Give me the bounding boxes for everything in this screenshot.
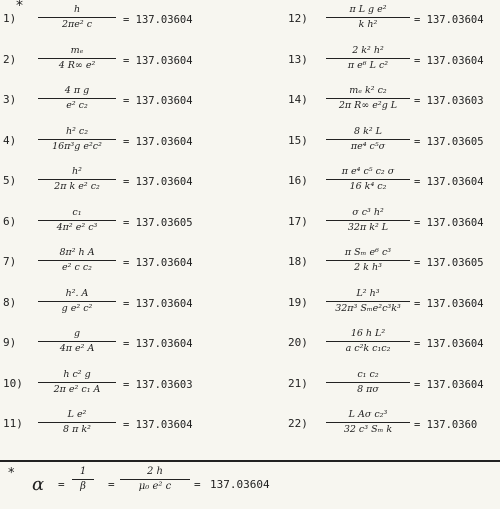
formula-number: 18) [288,255,308,268]
formula-number: 4) [3,133,17,147]
formula-number: 9) [3,336,17,349]
formula-fraction [34,4,120,31]
fraction-denominator: 4π² e² c³ [56,221,98,233]
formula-value: = 137.03605 [414,135,484,148]
fraction-bar [326,17,410,18]
fraction-denominator: π e⁶ L c² [347,59,389,71]
fraction-numerator: h c² g [63,368,91,380]
fraction-bar [326,422,410,423]
formula-value: = 137.03604 [414,338,484,350]
formula-number: 19) [288,295,308,309]
formula-number: 21) [288,376,308,390]
formula-value: = 137.03604 [123,135,193,148]
fraction-numerator: L² h³ [356,287,380,299]
formula-number: 5) [3,174,17,187]
formula-row [0,407,250,447]
formula-value: = 137.03604 [123,338,193,350]
fraction-bar [326,98,410,99]
formula-row [0,326,250,366]
formula-row [248,407,500,447]
fraction-numerator: 1 [79,466,87,477]
fraction-numerator: 2 h [147,466,163,477]
fraction-denominator: g e² c² [61,302,93,314]
formula-number: 10) [3,376,23,390]
formula-number: 3) [3,93,17,106]
fraction-bar [38,260,116,261]
fraction-bar [326,301,410,302]
formula-row [0,164,250,204]
fraction-denominator: 8 πσ [357,383,379,395]
formula-fraction [34,247,120,274]
formula-value: = 137.03603 [414,95,484,107]
alpha-value: 137.03604 [210,478,270,491]
fraction-denominator: μ₀ e² c [138,481,172,492]
formula-value: = 137.0360 [414,419,478,431]
formula-number: 14) [288,93,308,106]
fraction-bar [38,220,116,221]
formula-row [248,164,500,204]
formula-fraction [322,166,414,193]
formula-fraction [34,126,120,153]
alpha-symbol: α [32,474,45,495]
fraction-bar [38,139,116,140]
fraction-bar [38,422,116,423]
formula-number: 20) [288,336,308,349]
fraction-denominator: 16 k⁴ c₂ [349,181,387,192]
fraction-denominator: 32π k² L [347,221,389,233]
fraction-numerator: σ c³ h² [352,206,384,218]
fraction-2h-over-mu [118,466,192,493]
formula-value: = 137.03604 [123,14,193,26]
formula-fraction [322,85,414,112]
fraction-bar [326,260,410,261]
fraction-denominator: 8 π k² [63,424,91,435]
formula-number: 16) [288,174,308,187]
formula-row [0,43,250,83]
formula-row [0,286,250,326]
fraction-denominator: 2π e² c₁ A [53,383,101,395]
fraction-denominator: 4π e² A [59,343,95,354]
fraction-bar [38,341,116,342]
formula-row [248,326,500,366]
formula-value: = 137.03604 [123,297,193,310]
fraction-bar [326,220,410,221]
fraction-bar [38,301,116,302]
formula-fraction [322,45,414,72]
formula-fraction [322,126,414,153]
fraction-denominator: 2π k e² c₂ [54,181,100,192]
equals-sign: = [108,478,115,491]
formula-fraction [322,4,414,31]
formula-value: = 137.03604 [414,216,484,229]
formula-fraction [34,409,120,436]
formula-number: 2) [3,52,17,66]
fraction-bar [326,179,410,180]
fraction-numerator: 4 π g [64,85,90,96]
formula-value: = 137.03604 [414,176,484,188]
formula-value: = 137.03604 [123,95,193,107]
fraction-numerator: h². A [65,287,89,299]
formula-row [0,205,250,245]
formula-number: 15) [288,133,308,147]
formula-fraction [34,85,120,112]
formula-number: 11) [3,417,23,430]
fraction-bar [72,479,94,480]
fraction-numerator: h [73,4,81,15]
fraction-numerator: L Aσ c₂³ [348,409,388,420]
fraction-one-over-beta [70,466,96,493]
formula-fraction [322,409,414,436]
fraction-denominator: 2π R∞ e²g L [338,100,398,111]
fraction-bar [326,341,410,342]
formula-row [0,2,250,42]
formula-row [248,43,500,83]
fraction-numerator: h² c₂ [65,125,89,137]
formula-row [248,245,500,285]
formula-number: 1) [3,12,17,25]
formula-row [0,245,250,285]
formula-value: = 137.03604 [414,54,484,67]
formula-fraction [34,328,120,355]
formula-value: = 137.03604 [414,14,484,26]
formula-row [0,124,250,164]
formula-value: = 137.03604 [123,257,193,269]
formula-value: = 137.03605 [123,216,193,229]
fraction-bar [38,98,116,99]
fraction-bar [326,139,410,140]
fraction-numerator: mₑ [70,44,84,56]
divider-rule [0,460,500,462]
alpha-asterisk: * [8,466,15,481]
fraction-denominator: β [80,481,86,492]
formula-row [0,367,250,407]
fraction-denominator: k h² [358,19,378,30]
fraction-denominator: 32π³ Sₘe²c³k³ [335,302,401,314]
formula-value: = 137.03604 [414,378,484,391]
formula-row [248,124,500,164]
fraction-denominator: 16π³g e²c² [52,140,102,152]
fraction-bar [38,58,116,59]
formula-number: 6) [3,214,17,228]
formula-value: = 137.03604 [123,54,193,67]
formula-value: = 137.03604 [123,419,193,431]
fraction-denominator: a c²k c₁c₂ [345,343,391,354]
formula-fraction [322,328,414,355]
fraction-denominator: 2 k h³ [354,262,382,273]
formula-value: = 137.03604 [123,176,193,188]
formula-fraction [322,288,414,315]
fraction-numerator: mₑ k² c₂ [349,85,387,96]
formula-value: = 137.03603 [123,378,193,391]
equals-sign: = [194,478,201,491]
fraction-bar [38,179,116,180]
fraction-numerator: c₁ c₂ [357,368,379,380]
formula-fraction [322,207,414,234]
formula-row [248,367,500,407]
fraction-numerator: 16 h L² [350,328,386,339]
fraction-bar [120,479,190,480]
fraction-bar [38,382,116,383]
formula-row [248,286,500,326]
formula-row [248,83,500,123]
formula-number: 13) [288,52,308,66]
formula-fraction [322,247,414,274]
formula-number: 22) [288,417,308,430]
fraction-denominator: 2πe² c [61,19,93,30]
formula-fraction [34,288,120,315]
fraction-denominator: 32 c³ Sₘ k [343,424,393,435]
asterisk-mark: * [16,0,23,14]
fraction-denominator: πe⁴ c⁵σ [350,140,386,152]
fraction-numerator: 8 k² L [354,125,382,137]
fraction-numerator: π e⁴ c⁵ c₂ σ [341,166,395,177]
fraction-numerator: π Sₘ e⁶ c³ [344,247,392,258]
fraction-numerator: π L g e² [349,4,387,15]
fraction-denominator: 4 R∞ e² [58,59,96,71]
alpha-definition [0,466,500,506]
fraction-denominator: e² c₂ [66,100,88,111]
fraction-numerator: h² [72,166,82,177]
formula-value: = 137.03604 [414,297,484,310]
formula-fraction [34,207,120,234]
formula-number: 17) [288,214,308,228]
formula-value: = 137.03605 [414,257,484,269]
formula-number: 7) [3,255,17,268]
fraction-numerator: 2 k² h² [352,44,384,56]
fraction-numerator: 8π² h A [59,247,95,258]
formula-fraction [34,369,120,396]
fraction-bar [326,58,410,59]
formula-row [0,83,250,123]
fraction-numerator: g [73,328,81,339]
fraction-denominator: e² c c₂ [62,262,92,273]
formula-fraction [322,369,414,396]
fraction-numerator: L e² [67,409,87,420]
formula-fraction [34,45,120,72]
formula-number: 12) [288,12,308,25]
formula-row [248,2,500,42]
fraction-numerator: c₁ [72,206,82,218]
formula-row [248,205,500,245]
formula-number: 8) [3,295,17,309]
fraction-bar [38,17,116,18]
formula-fraction [34,166,120,193]
equals-sign: = [58,478,65,491]
fraction-bar [326,382,410,383]
